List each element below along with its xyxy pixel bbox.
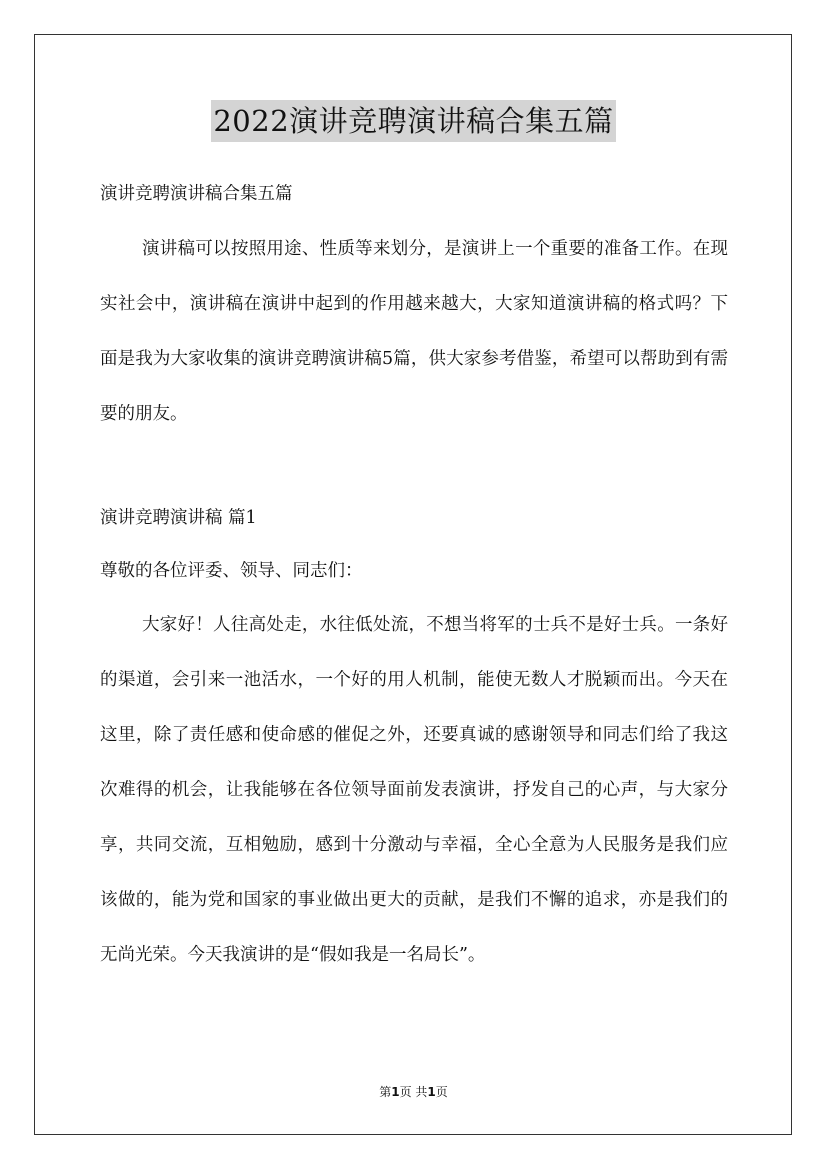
footer-page-current: 1: [391, 1085, 400, 1099]
document-subtitle: 演讲竞聘演讲稿合集五篇: [100, 184, 293, 204]
intro-paragraph: 演讲稿可以按照用途、性质等来划分，是演讲上一个重要的准备工作。在现实社会中，演讲稿在演讲中起到的作用越来越大，大家知道演讲稿的格式吗？下面是我为大家收集的演讲竞聘演讲稿5篇，供大家参考借鉴，希望可以帮助到有需要的朋友。: [100, 239, 728, 424]
section-heading: 演讲竞聘演讲稿 篇1: [100, 508, 257, 528]
footer-page-prefix: 第: [379, 1085, 392, 1099]
page-footer: [0, 1084, 827, 1100]
body-paragraph: 大家好！人往高处走，水往低处流，不想当将军的士兵不是好士兵。一条好的渠道，会引来一池活水，一个好的用人机制，能使无数人才脱颖而出。今天在这里，除了责任感和使命感的催促之外，还要真诚的感谢领导和同志们给了我这次难得的机会，让我能够在各位领导面前发表演讲，抒发自己的心声，与大家分享，共同交流，互相勉励，感到十分激动与幸福，全心全意为人民服务是我们应该做的，能为党和国家的事业做出更大的贡献，是我们不懈的追求，亦是我们的无尚光荣。今天我演讲的是“假如我是一名局长”。: [100, 615, 728, 965]
footer-page-total: 1: [427, 1085, 436, 1099]
document-title-block: [0, 100, 827, 142]
footer-page-suffix: 页: [435, 1085, 448, 1099]
salutation: 尊敬的各位评委、领导、同志们：: [100, 561, 363, 581]
document-title: 2022演讲竞聘演讲稿合集五篇: [211, 100, 615, 142]
footer-page-mid: 页 共: [399, 1085, 428, 1099]
